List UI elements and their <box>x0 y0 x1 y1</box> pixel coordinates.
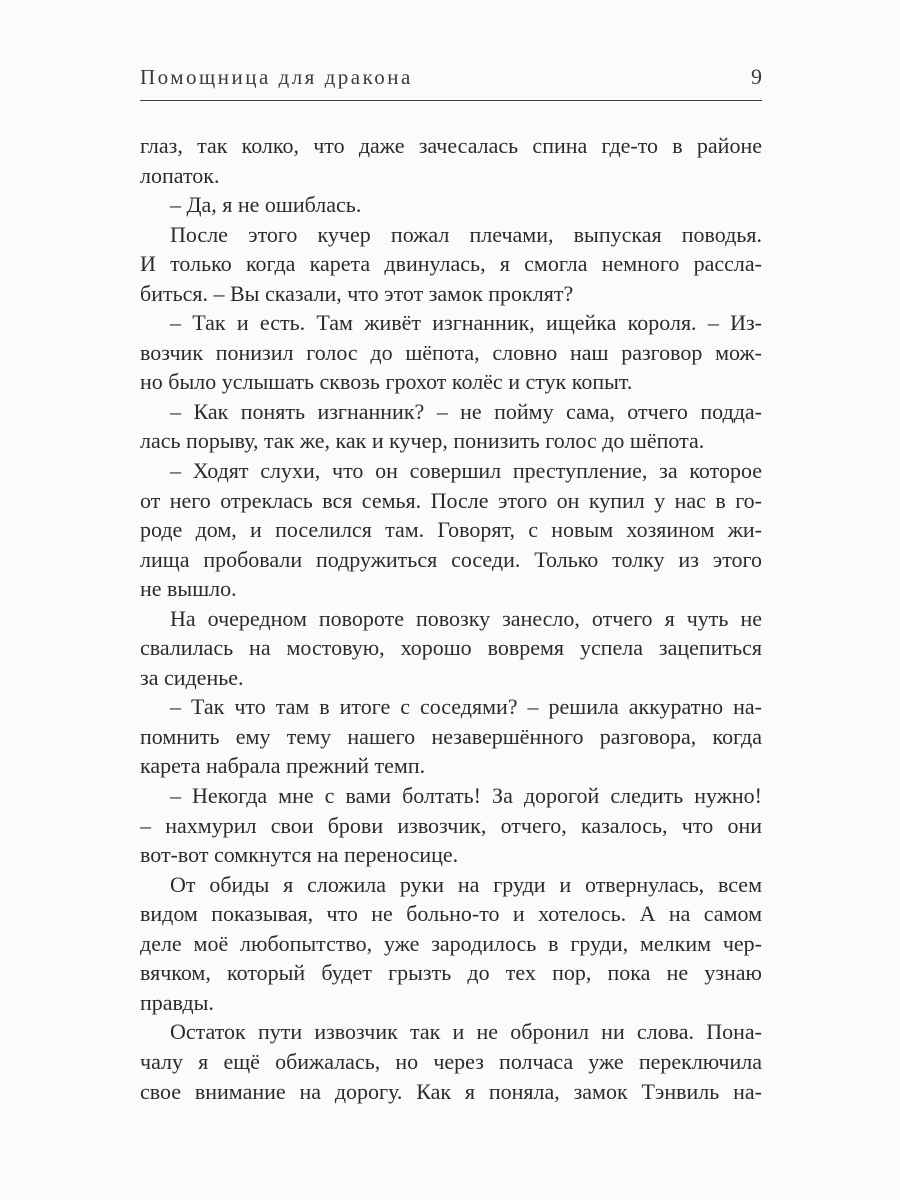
text-line: видом показывая, что не больно-то и хотелось. А на самом <box>140 901 762 927</box>
text-line: от него отреклась вся семья. После этого он купил у нас в го- <box>140 487 762 513</box>
text-line: роде дом, и поселился там. Говорят, с новым хозяином жи- <box>140 517 762 543</box>
text-line: И только когда карета двинулась, я смогла немного рассла- <box>140 251 762 277</box>
text-line: вот-вот сомкнутся на переносице. <box>140 842 459 868</box>
text-line: лища пробовали подружиться соседи. Только толку из этого <box>140 546 762 572</box>
text-line: деле моё любопытство, уже зародилось в груди, мелким чер- <box>140 930 762 956</box>
text-line: – Некогда мне с вами болтать! За дорогой следить нужно! <box>170 783 762 809</box>
text-line: свалилась на мостовую, хорошо вовремя успела зацепиться <box>140 635 762 661</box>
text-line: карета набрала прежний темп. <box>140 753 426 779</box>
text-line: – Да, я не ошиблась. <box>170 192 362 218</box>
paragraph <box>140 220 762 309</box>
paragraph <box>140 1017 762 1106</box>
text-line: свое внимание на дорогу. Как я поняла, замок Тэнвиль на- <box>140 1078 762 1104</box>
text-line: лась порыву, так же, как и кучер, понизить голос до шёпота. <box>140 428 705 454</box>
text-line: – Как понять изгнанник? – не пойму сама, отчего подда- <box>170 398 762 424</box>
text-line: но было услышать сквозь грохот колёс и стук копыт. <box>140 369 633 395</box>
page-body <box>140 131 762 1106</box>
text-line: не вышло. <box>140 576 237 602</box>
text-line: возчик понизил голос до шёпота, словно наш разговор мож- <box>140 339 762 365</box>
header-rule <box>140 100 762 101</box>
paragraph <box>140 870 762 1018</box>
text-line: На очередном повороте повозку занесло, отчего я чуть не <box>170 605 762 631</box>
text-line: чалу я ещё обижалась, но через полчаса уже переключила <box>140 1048 762 1074</box>
text-line: вячком, который будет грызть до тех пор, пока не узнаю <box>140 960 762 986</box>
text-line: помнить ему тему нашего незавершённого разговора, когда <box>140 723 762 749</box>
paragraph <box>140 604 762 693</box>
paragraph <box>140 190 762 220</box>
text-line: биться. – Вы сказали, что этот замок проклят? <box>140 280 574 306</box>
text-line: – Так что там в итоге с соседями? – решила аккуратно на- <box>170 694 762 720</box>
paragraph <box>140 456 762 604</box>
page-number: 9 <box>751 64 762 89</box>
paragraph <box>140 781 762 870</box>
text-line: Остаток пути извозчик так и не обронил ни слова. Пона- <box>170 1019 762 1045</box>
text-line: – Так и есть. Там живёт изгнанник, ищейка короля. – Из- <box>170 310 762 336</box>
text-line: лопаток. <box>140 162 220 188</box>
text-line: правды. <box>140 989 214 1015</box>
text-line: – Ходят слухи, что он совершил преступление, за которое <box>170 458 762 484</box>
paragraph <box>140 397 762 456</box>
text-line: глаз, так колко, что даже зачесалась спина где-то в районе <box>140 133 762 158</box>
text-line: После этого кучер пожал плечами, выпуская поводья. <box>170 221 762 247</box>
paragraph <box>140 131 762 190</box>
text-line: за сиденье. <box>140 664 244 690</box>
running-head <box>140 64 762 90</box>
paragraph <box>140 308 762 397</box>
running-head-title: Помощница для дракона <box>140 65 413 89</box>
text-line: От обиды я сложила руки на груди и отвернулась, всем <box>170 871 762 897</box>
paragraph <box>140 692 762 781</box>
text-line: – нахмурил свои брови извозчик, отчего, казалось, что они <box>140 812 762 838</box>
